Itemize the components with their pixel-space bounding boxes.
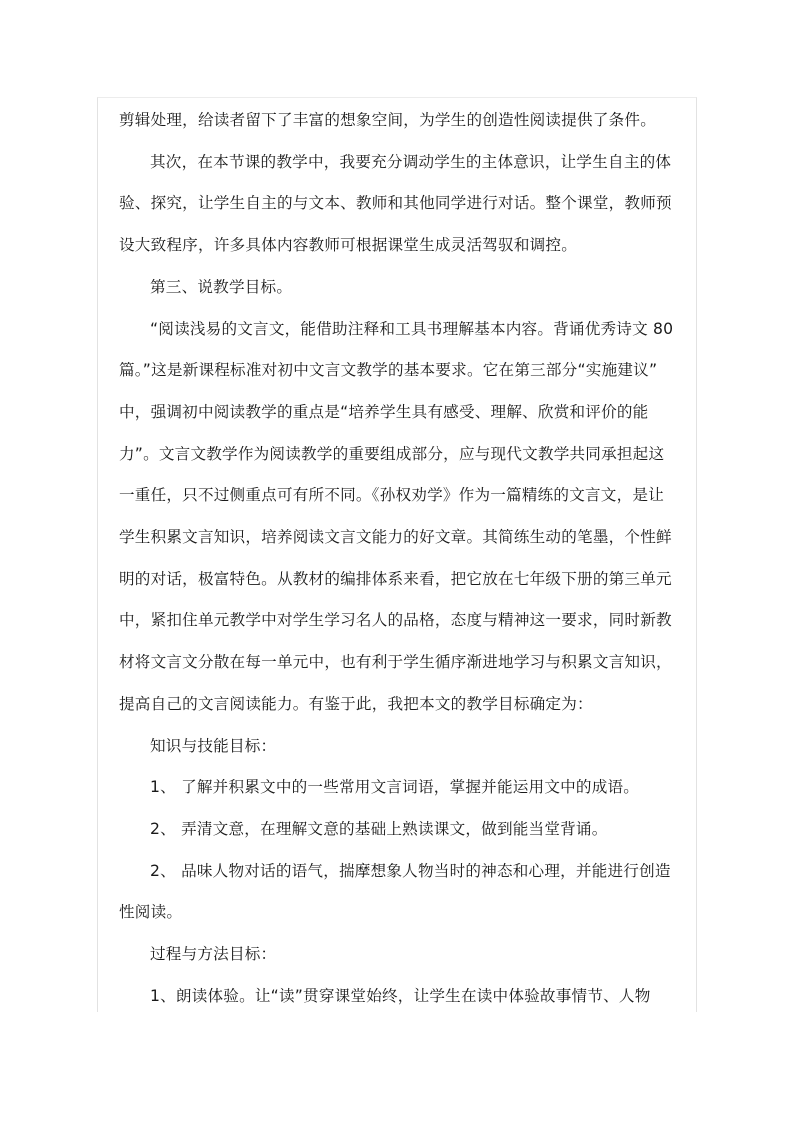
paragraph-line: 提高自己的文言阅读能力。有鉴于此，我把本文的教学目标确定为： (119, 694, 593, 713)
paragraph-line: 其次，在本节课的教学中，我要充分调动学生的主体意识，让学生自主的体 (150, 152, 672, 171)
paragraph-line: 一重任，只不过侧重点可有所不同。《孙权劝学》作为一篇精练的文言文，是让 (119, 486, 664, 505)
paragraph-line: 材将文言文分散在每一单元中，也有利于学生循序渐进地学习与积累文言知识， (119, 653, 672, 672)
section-heading: 第三、说教学目标。 (150, 277, 293, 296)
paragraph-line: 明的对话，极富特色。从教材的编排体系来看，把它放在七年级下册的第三单元 (119, 569, 672, 588)
paragraph-line: 中，强调初中阅读教学的重点是“培养学生具有感受、理解、欣赏和评价的能 (119, 402, 649, 421)
paragraph-line: 力”。文言文教学作为阅读教学的重要组成部分，应与现代文教学共同承担起这 (119, 444, 665, 463)
list-item: 2、 弄清文意，在理解文意的基础上熟读课文，做到能当堂背诵。 (150, 819, 608, 838)
list-item: 1、朗读体验。让“读”贯穿课堂始终，让学生在读中体验故事情节、人物 (150, 986, 651, 1005)
paragraph-line: 中，紧扣住单元教学中对学生学习名人的品格，态度与精神这一要求，同时新教 (119, 611, 672, 630)
paragraph-line: 剪辑处理，给读者留下了丰富的想象空间，为学生的创造性阅读提供了条件。 (119, 111, 656, 129)
list-item-continuation: 性阅读。 (119, 903, 183, 922)
paragraph-line: 验、探究，让学生自主的与文本、教师和其他同学进行对话。整个课堂，教师预 (119, 194, 672, 213)
paragraph-line: 设大致程序，许多具体内容教师可根据课堂生成灵活驾驭和调控。 (119, 236, 578, 255)
paragraph-line: “阅读浅易的文言文，能借助注释和工具书理解基本内容。背诵优秀诗文 80 (150, 319, 674, 338)
list-item: 2、 品味人物对话的语气，揣摩想象人物当时的神态和心理，并能进行创造 (150, 861, 671, 880)
list-item: 1、 了解并积累文中的一些常用文言词语，掌握并能运用文中的成语。 (150, 778, 640, 797)
paragraph-line: 学生积累文言知识，培养阅读文言文能力的好文章。其简练生动的笔墨，个性鲜 (119, 528, 672, 547)
document-body (119, 100, 675, 1017)
paragraph-line: 篇。”这是新课程标准对初中文言文教学的基本要求。它在第三部分“实施建议” (119, 361, 658, 380)
subsection-heading: 过程与方法目标： (150, 945, 277, 964)
subsection-heading: 知识与技能目标： (150, 736, 277, 755)
